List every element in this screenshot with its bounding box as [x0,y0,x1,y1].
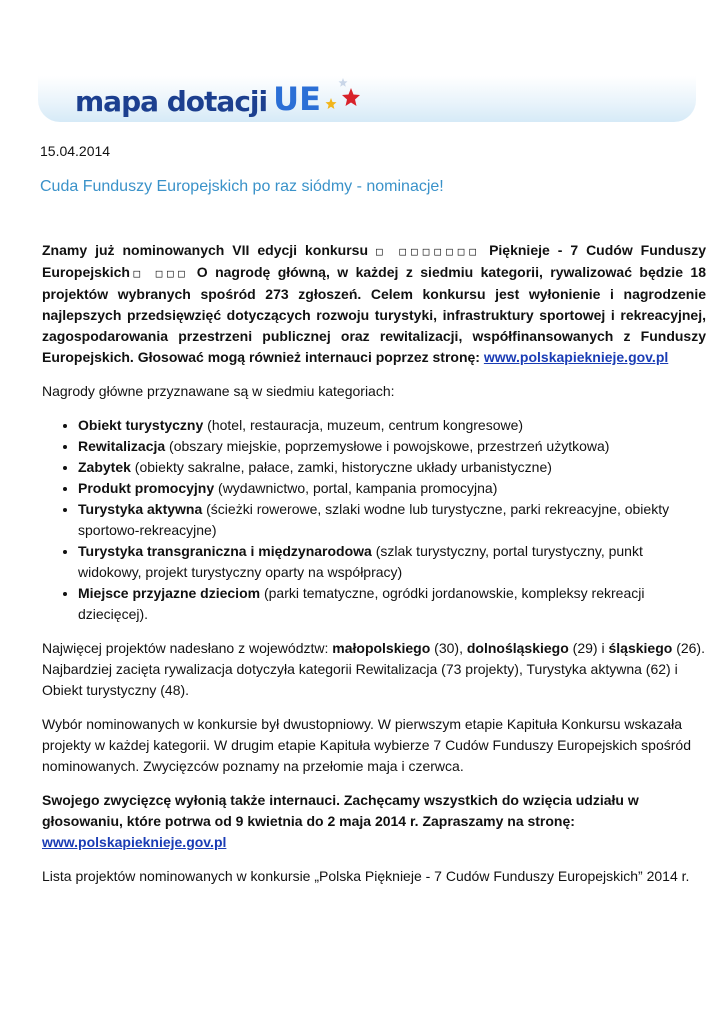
category-desc: (parki tematyczne, ogródki jordanowskie, kompleksy rekreacji dziecięcej). [78,585,645,622]
vote-paragraph [42,790,706,853]
logo-accent: UE [273,80,321,118]
category-item [78,541,706,583]
category-desc: (hotel, restauracja, muzeum, centrum kongresowe) [203,417,524,433]
selection-paragraph: Wybór nominowanych w konkursie był dwustopniowy. W pierwszym etapie Kapituła Konkursu wskazała projekty w każdej kategorii. W drugim etapie Kapituła wybierze 7 Cudów Funduszy Europejskich spośród nominowanych. Zwycięzców poznamy na przełomie maja i czerwca. [42,716,691,774]
region-name: dolnośląskiego [466,640,569,656]
site-logo[interactable] [75,78,361,118]
lead-text-3: O nagrodę główną, w każdej z siedmiu kategorii, rywalizować będzie 18 projektów wybranych spośród 273 zgłoszeń. Celem konkursu jest wyłonienie i nagrodzenie najlepszych przedsięwzięć dotyczących rozwoju turystyki, infrastruktury sportowej i rekreacyjnej, zagospodarowania przestrzeni publicznej oraz rewitalizacji, współfinansowanych z Funduszy Europejskich. Głosować mogą również internauci poprzez stronę: [42,264,706,365]
regions-text: (30), [430,640,467,656]
logo-text: mapa dotacji [75,85,268,118]
category-desc: (obiekty sakralne, pałace, zamki, historyczne układy urbanistyczne) [130,459,552,475]
category-item [78,583,706,625]
category-desc: (obszary miejskie, poprzemysłowe i powojskowe, przestrzeń użytkowa) [165,438,610,454]
categories-list [42,415,706,625]
lead-text-2: Pięknieje - 7 Cudów Funduszy Europejskich [42,242,707,280]
garbled-characters: □ □□□□□□□ [375,245,482,258]
vote-link-label: www.polskapieknieje.gov.pl [42,834,227,850]
logo-stars-icon [321,78,361,118]
contest-link[interactable]: www.polskapieknieje.gov.pl [483,349,669,365]
vote-text: Swojego zwycięzcę wyłonią także internauci. Zachęcamy wszystkich do wzięcia udziału w głosowaniu, które potrwa od 9 kwietnia do 2 maja 2014 r. Zapraszamy na stronę: [42,792,639,829]
categories-intro: Nagrody główne przyznawane są w siedmiu kategoriach: [42,383,395,399]
region-name: śląskiego [608,640,673,656]
article-title: Cuda Funduszy Europejskich po raz siódmy - nominacje! [40,178,444,195]
regions-paragraph [42,638,706,701]
category-item [78,415,706,436]
regions-text: (29) i [568,640,609,656]
category-name: Zabytek [78,459,131,475]
nominees-note: Lista projektów nominowanych w konkursie „Polska Pięknieje - 7 Cudów Funduszy Europejskich” 2014 r. [42,868,690,884]
region-name: małopolskiego [332,640,431,656]
vote-link[interactable] [42,834,226,850]
category-name: Miejsce przyjazne dzieciom [78,585,261,601]
category-item [78,478,706,499]
regions-text: (26). Najbardziej zacięta rywalizacja dotyczyła kategorii Rewitalizacja (73 projekty), Turystyka aktywna (62) i Obiekt turystyczny (48). [42,640,705,698]
article-date: 15.04.2014 [40,143,111,159]
garbled-characters: □ □□□ [129,267,190,280]
regions-text: Najwięcej projektów nadesłano z województw: [42,640,333,656]
category-name: Turystyka aktywna [78,501,203,517]
lead-paragraph [42,240,706,368]
category-desc: (wydawnictwo, portal, kampania promocyjna) [214,480,498,496]
category-name: Turystyka transgraniczna i międzynarodowa [78,543,372,559]
category-name: Obiekt turystyczny [78,417,204,433]
category-item [78,457,706,478]
article-body [42,240,706,900]
category-item [78,499,706,541]
category-name: Produkt promocyjny [78,480,215,496]
category-item [78,436,706,457]
category-desc: (ścieżki rowerowe, szlaki wodne lub turystyczne, parki rekreacyjne, obiekty sportowo-rekreacyjne) [78,501,670,538]
category-name: Rewitalizacja [78,438,166,454]
category-desc: (szlak turystyczny, portal turystyczny, punkt widokowy, projekt turystyczny oparty na współpracy) [78,543,643,580]
lead-text-1: Znamy już nominowanych VII edycji konkursu [42,242,376,258]
